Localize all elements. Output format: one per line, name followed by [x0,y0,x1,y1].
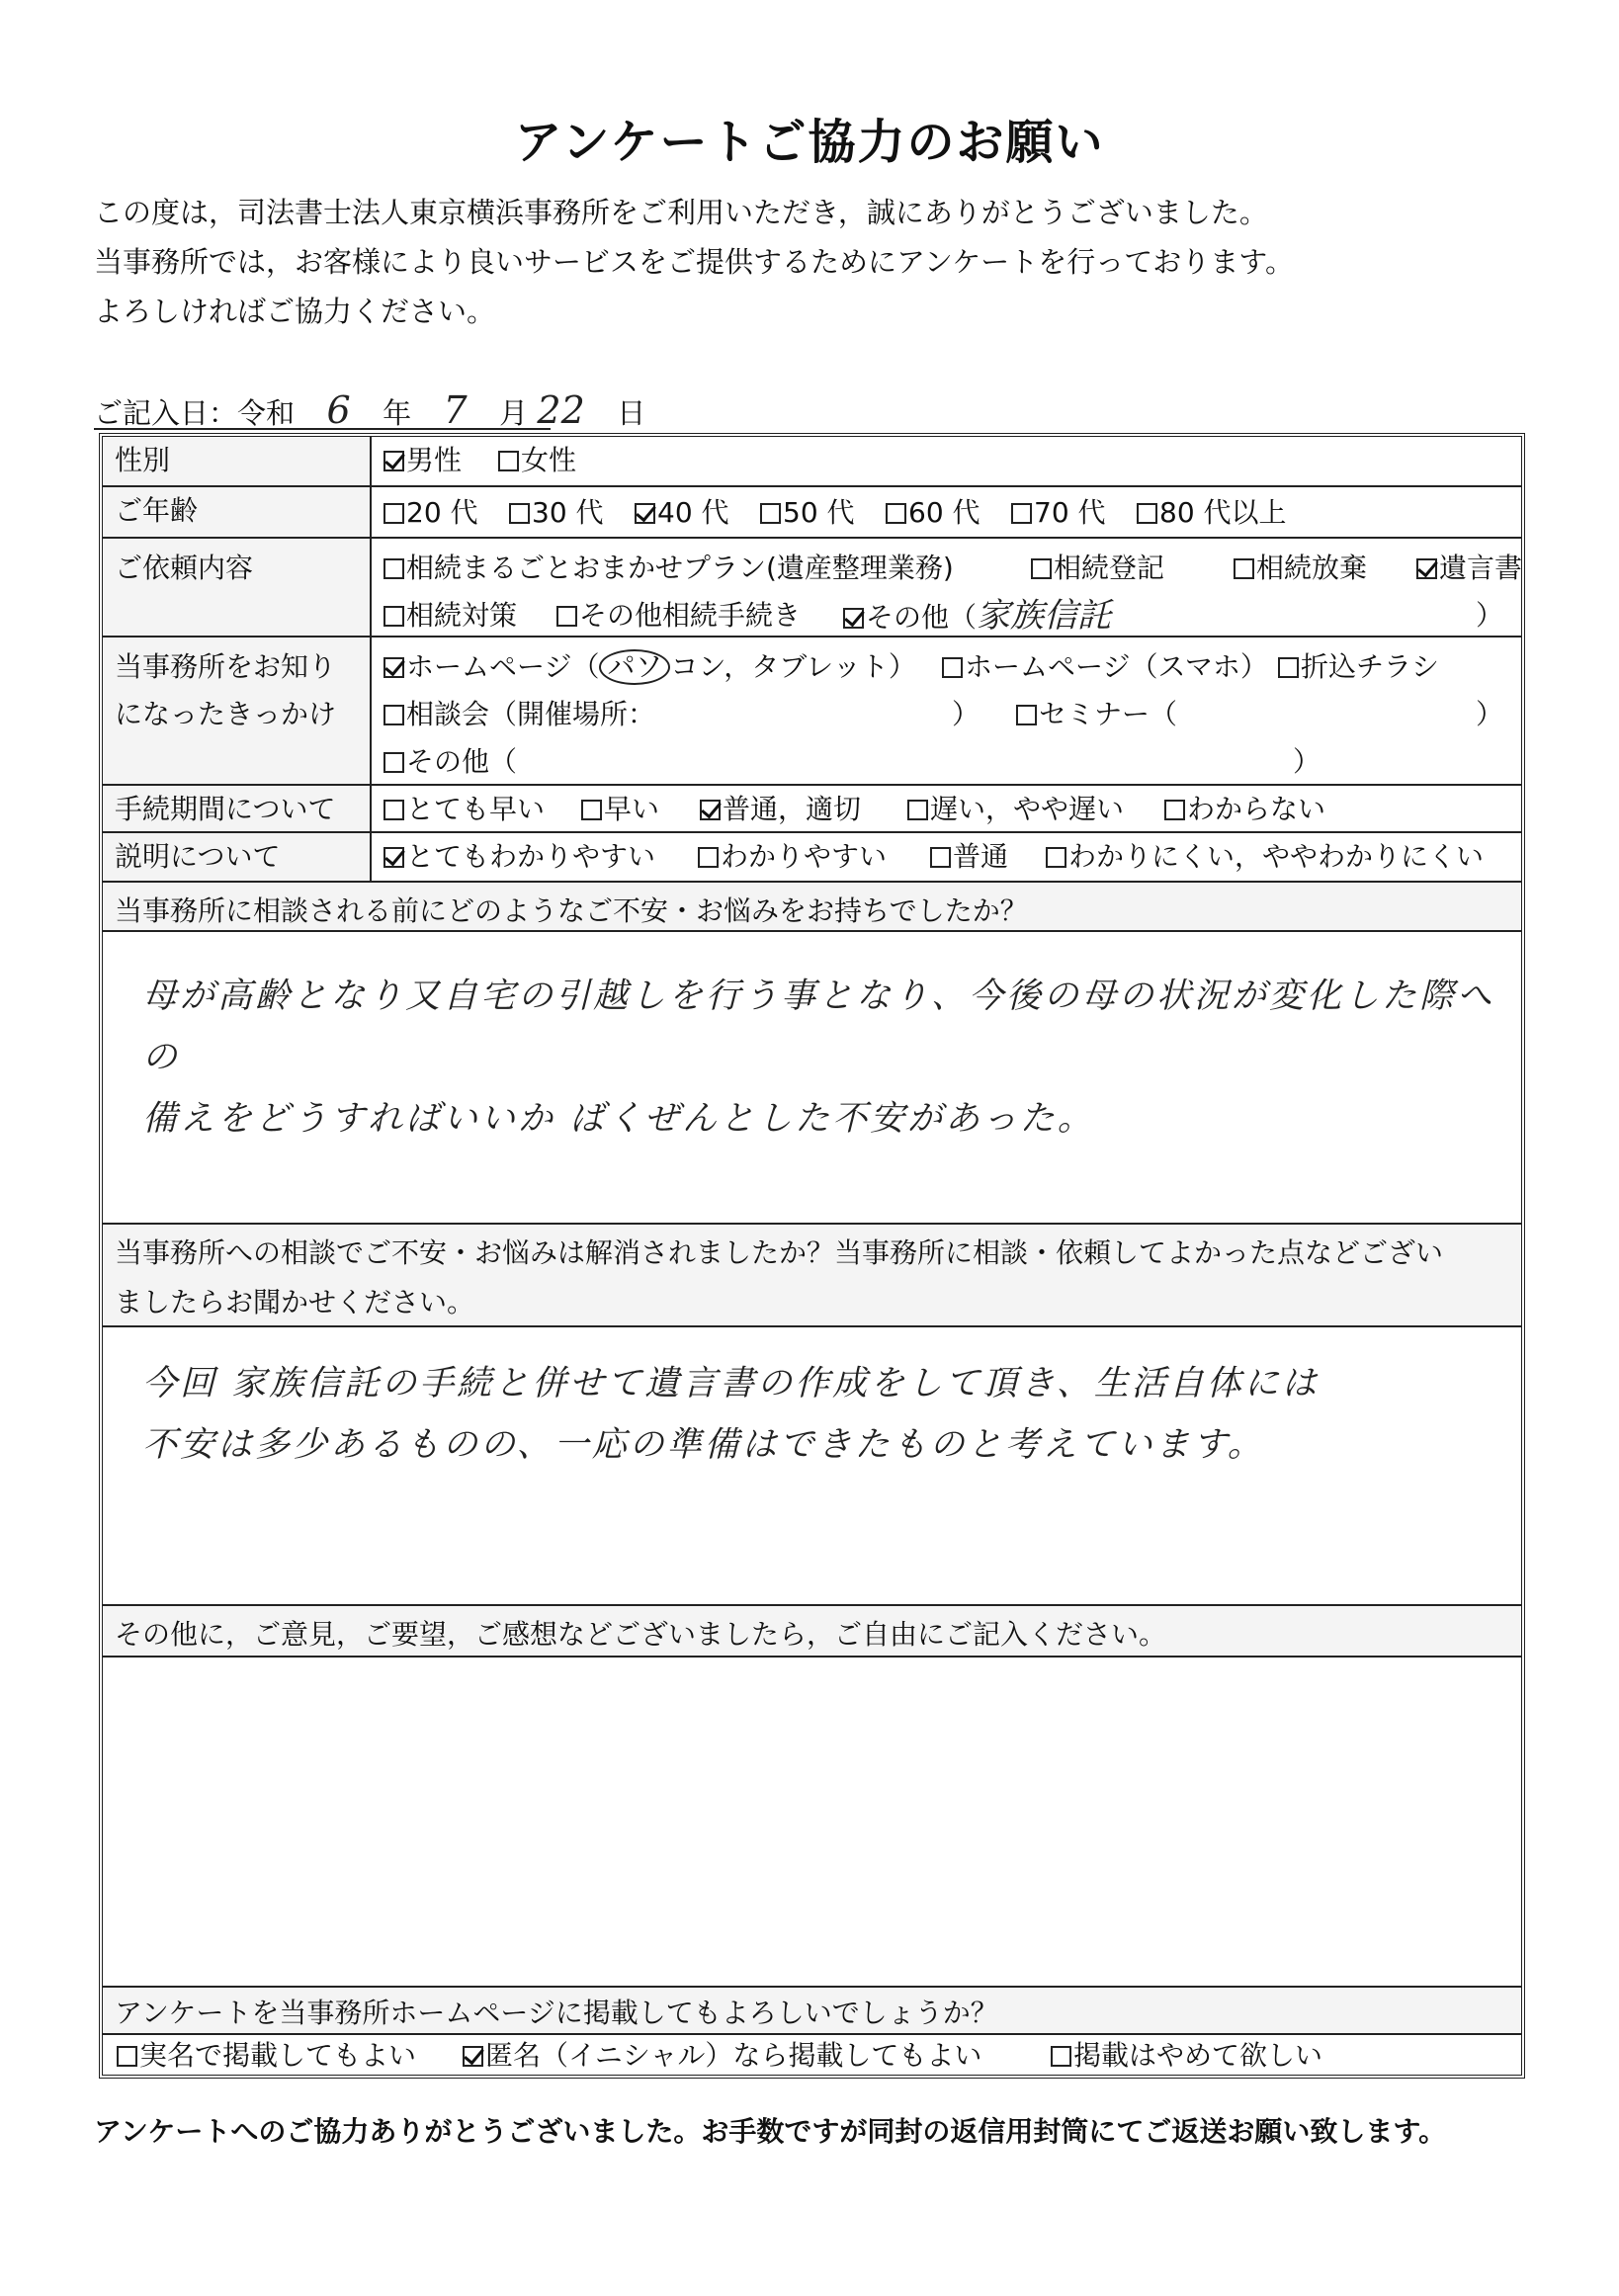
checkbox[interactable] [886,503,906,524]
request-label: ご依頼内容 [103,539,372,636]
period-options [383,786,1515,833]
intro-line: よろしければご協力ください。 [94,295,496,328]
source-option-flyer[interactable]: 折込チラシ [1278,643,1439,691]
checkbox[interactable] [1011,503,1032,524]
source-option-homepage-pc[interactable]: ホームページ（ パソ コン，タブレット） [383,643,916,691]
request-option-other[interactable]: その他（家族信託 [843,592,1111,641]
request-row [103,539,1521,638]
gender-options [383,437,1515,484]
checkbox[interactable] [635,503,655,524]
checkbox[interactable] [700,800,721,820]
request-option-renunciation[interactable]: 相続放棄 [1234,545,1367,592]
age-label: ご年齢 [103,487,372,537]
checkbox[interactable] [1278,657,1299,678]
age-option-40s[interactable]: 40 代 [635,489,729,537]
period-row [103,786,1521,833]
checkbox[interactable] [1234,558,1254,579]
q4-option-no-publish[interactable]: 掲載はやめて欲しい [1051,2035,1322,2077]
source-close-paren: ） [1476,698,1504,730]
explanation-option-unclear[interactable]: わかりにくい，ややわかりにくい [1046,833,1484,881]
date-day: 22 [537,388,585,432]
gender-option-female[interactable]: 女性 [498,437,576,484]
checkbox[interactable] [698,847,719,868]
source-close-paren: ） [952,698,980,730]
q1-answer-area[interactable] [103,932,1521,1225]
q2-answer-line: 今回 家族信託の手続と併せて遺言書の作成をして頂き、生活自体には [142,1364,1320,1403]
checkbox[interactable] [1416,558,1437,579]
age-options [383,489,1515,537]
checkbox[interactable] [383,558,404,579]
q3-question: その他に，ご意見，ご要望，ご感想などございましたら，ご自由にご記入ください。 [103,1606,1521,1658]
checkbox[interactable] [383,451,404,471]
q1-answer-line: 備えをどうすればいいか ばくぜんとした不安があった。 [142,1099,1095,1139]
checkbox[interactable] [1164,800,1185,820]
age-option-60s[interactable]: 60 代 [886,489,980,537]
q2-question: 当事務所への相談でご不安・お悩みは解消されましたか？当事務所に相談・依頼してよかった点などござい ましたらお聞かせください。 [103,1225,1521,1327]
checkbox[interactable] [907,800,928,820]
source-option-homepage-sp[interactable]: ホームページ（スマホ） [942,643,1268,691]
source-row [103,638,1521,786]
date-year: 6 [326,388,351,432]
explanation-option-normal[interactable]: 普通 [930,833,1008,881]
checkbox[interactable] [383,705,404,725]
request-option-full-plan[interactable]: 相続まるごとおまかせプラン(遺産整理業務) [383,545,954,592]
source-options [383,643,1515,786]
source-label: 当事務所をお知り になったきっかけ [103,638,372,784]
age-option-80s[interactable]: 80 代以上 [1137,489,1287,537]
date-label: ご記入日：令和 [94,396,296,430]
request-close-paren: ） [1476,599,1504,632]
q4-option-anonymous[interactable]: 匿名（イニシャル）なら掲載してもよい [463,2035,981,2077]
explanation-row [103,833,1521,883]
explanation-option-very-clear[interactable]: とてもわかりやすい [383,833,655,881]
q1-answer-line: 母が高齢となり又自宅の引越しを行う事となり、今後の母の状況が変化した際への [142,977,1495,1077]
period-option-very-fast[interactable]: とても早い [383,786,545,833]
checkbox[interactable] [383,503,404,524]
q4-question: アンケートを当事務所ホームページに掲載してもよろしいでしょうか？ [103,1988,1521,2035]
explanation-options [383,833,1515,881]
survey-form [99,433,1525,2079]
age-option-50s[interactable]: 50 代 [760,489,855,537]
gender-row [103,437,1521,487]
age-option-20s[interactable]: 20 代 [383,489,478,537]
checkbox[interactable] [383,800,404,820]
checkbox[interactable] [509,503,530,524]
period-option-unknown[interactable]: わからない [1164,786,1325,833]
checkbox[interactable] [581,800,602,820]
q2-answer-area[interactable] [103,1327,1521,1606]
checkbox[interactable] [383,847,404,868]
q2-answer-line: 不安は多少あるものの、一応の準備はできたものと考えています。 [142,1425,1265,1465]
age-option-30s[interactable]: 30 代 [509,489,604,537]
date-month: 7 [443,388,468,432]
age-row [103,487,1521,539]
date-field[interactable] [94,388,646,432]
request-option-other-procedures[interactable]: その他相続手続き [556,592,801,639]
pc-circle: パソ [599,649,670,685]
checkbox[interactable] [942,657,963,678]
date-year-unit: 年 [383,396,412,430]
checkbox[interactable] [1046,847,1066,868]
period-option-slow[interactable]: 遅い，やや遅い [907,786,1124,833]
checkbox[interactable] [1137,503,1157,524]
period-option-fast[interactable]: 早い [581,786,659,833]
page-title: アンケートご協力のお願い [514,115,1105,170]
checkbox[interactable] [1051,2046,1071,2067]
source-close-paren: ） [1293,745,1321,778]
explanation-option-clear[interactable]: わかりやすい [698,833,887,881]
age-option-70s[interactable]: 70 代 [1011,489,1106,537]
request-option-measures[interactable]: 相続対策 [383,592,517,639]
request-option-will[interactable]: 遺言書 [1416,545,1522,592]
q3-answer-area[interactable] [103,1658,1521,1988]
source-option-other[interactable]: その他（ [383,738,517,786]
footer-text: アンケートへのご協力ありがとうございました。お手数ですが同封の返信用封筒にてご返送お願い致します。 [94,2115,1447,2148]
date-day-unit: 日 [617,396,646,430]
source-option-seminar[interactable]: セミナー（ [1016,691,1177,738]
checkbox[interactable] [843,608,864,629]
request-options [383,545,1523,639]
checkbox[interactable] [930,847,951,868]
checkbox[interactable] [1031,558,1052,579]
request-option-registration[interactable]: 相続登記 [1031,545,1164,592]
checkbox[interactable] [383,606,404,627]
intro-line: 当事務所では，お客様により良いサービスをご提供するためにアンケートを行っております。 [94,245,1294,279]
intro-line: この度は，司法書士法人東京横浜事務所をご利用いただき，誠にありがとうございました。 [94,196,1268,229]
checkbox[interactable] [556,606,577,627]
checkbox[interactable] [463,2046,483,2067]
checkbox[interactable] [383,752,404,773]
gender-option-male[interactable]: 男性 [383,437,462,484]
q4-option-real-name[interactable]: 実名で掲載してもよい [117,2035,416,2077]
checkbox[interactable] [760,503,781,524]
checkbox[interactable] [1016,705,1037,725]
gender-label: 性別 [103,437,372,485]
intro-text [94,188,1294,336]
request-other-value: 家族信託 [977,596,1112,636]
explanation-label: 説明について [103,833,372,881]
period-label: 手続期間について [103,786,372,831]
checkbox[interactable] [117,2046,137,2067]
period-option-normal[interactable]: 普通，適切 [700,786,861,833]
checkbox[interactable] [383,657,404,678]
q4-options [103,2035,1521,2077]
date-month-unit: 月 [499,396,529,430]
q1-question: 当事務所に相談される前にどのようなご不安・お悩みをお持ちでしたか？ [103,883,1521,932]
checkbox[interactable] [498,451,519,471]
source-option-consultation[interactable]: 相談会（開催場所： [383,691,655,738]
